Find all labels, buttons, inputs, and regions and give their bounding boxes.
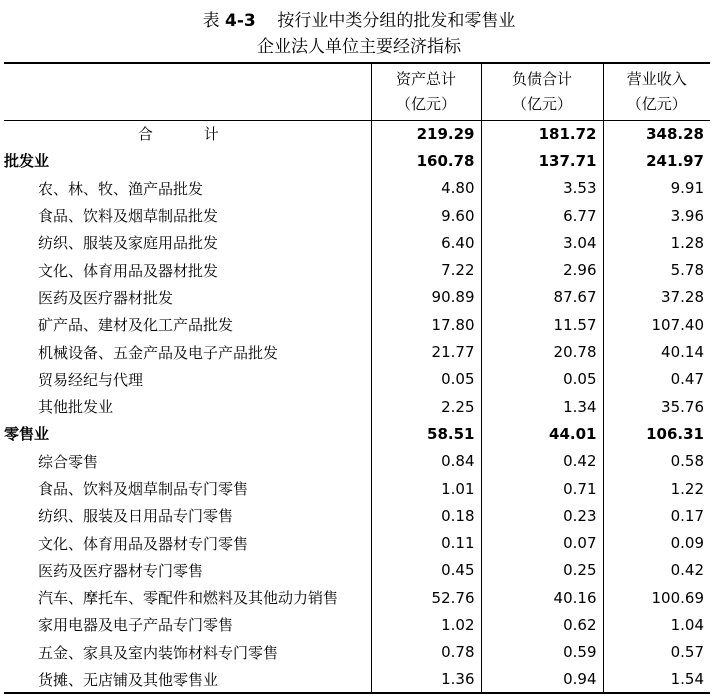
liabilities-value: 0.94: [481, 666, 603, 693]
table-row: [4, 393, 710, 420]
liabilities-value: 3.53: [481, 175, 603, 202]
header-assets-name: 资产总计: [395, 69, 456, 88]
row-label: 医药及医疗器材专门零售: [38, 561, 204, 580]
row-label: 其他批发业: [38, 398, 114, 417]
liabilities-value: 44.01: [481, 420, 603, 447]
header-liabilities-unit: （亿元）: [511, 94, 572, 113]
liabilities-value: 3.04: [481, 229, 603, 256]
row-label: 农、林、牧、渔产品批发: [38, 179, 204, 198]
table-header-row: [4, 63, 710, 120]
table-row: [4, 420, 710, 447]
table-row: [4, 502, 710, 529]
header-assets-unit: （亿元）: [395, 94, 456, 113]
row-label: 货摊、无店铺及其他零售业: [4, 666, 371, 693]
table-row: [4, 120, 710, 147]
row-label: 家用电器及电子产品专门零售: [38, 616, 234, 635]
row-label: 五金、家具及室内装饰材料专门零售: [38, 643, 279, 662]
assets-value: 7.22: [371, 256, 481, 283]
revenue-value: 1.22: [603, 475, 710, 502]
assets-value: 0.45: [371, 557, 481, 584]
liabilities-value: 181.72: [481, 120, 603, 147]
liabilities-value: 0.42: [481, 448, 603, 475]
row-label: 医药及医疗器材批发: [38, 288, 174, 307]
revenue-value: 241.97: [603, 147, 710, 174]
row-label: 合 计: [137, 125, 237, 144]
table-row: [4, 338, 710, 365]
table-body: [4, 120, 710, 693]
assets-value: 2.25: [371, 393, 481, 420]
revenue-value: 5.78: [603, 256, 710, 283]
revenue-value: 348.28: [603, 120, 710, 147]
liabilities-value: 0.25: [481, 557, 603, 584]
assets-value: 0.11: [371, 529, 481, 556]
row-label: 矿产品、建材及化工产品批发: [38, 316, 234, 335]
assets-value: 9.60: [371, 202, 481, 229]
row-label: 纺织、服装及家庭用品批发: [38, 234, 219, 253]
header-revenue-name: 营业收入: [626, 69, 687, 88]
header-blank-cell: [4, 63, 371, 120]
revenue-value: 107.40: [603, 311, 710, 338]
table-title-main: 按行业中类分组的批发和零售业: [277, 11, 516, 31]
assets-value: 1.36: [371, 666, 481, 693]
revenue-value: 1.54: [603, 666, 710, 693]
revenue-value: 100.69: [603, 584, 710, 611]
table-row: [4, 229, 710, 256]
liabilities-value: 20.78: [481, 338, 603, 365]
liabilities-value: 137.71: [481, 147, 603, 174]
assets-value: 6.40: [371, 229, 481, 256]
statistics-table: [4, 62, 710, 694]
liabilities-value: 0.62: [481, 611, 603, 638]
table-row: [4, 666, 710, 693]
table-row: [4, 256, 710, 283]
table-title-line2: 企业法人单位主要经济指标: [257, 37, 461, 57]
liabilities-value: 0.07: [481, 529, 603, 556]
revenue-value: 0.09: [603, 529, 710, 556]
table-row: [4, 448, 710, 475]
revenue-value: 9.91: [603, 175, 710, 202]
header-revenue-unit: （亿元）: [626, 94, 687, 113]
row-label: 纺织、服装及日用品专门零售: [38, 507, 234, 526]
header-assets: [371, 63, 481, 120]
table-row: [4, 202, 710, 229]
assets-value: 1.02: [371, 611, 481, 638]
revenue-value: 0.42: [603, 557, 710, 584]
assets-value: 90.89: [371, 284, 481, 311]
table-title-prefix: 表: [202, 11, 220, 31]
revenue-value: 0.58: [603, 448, 710, 475]
row-label: 文化、体育用品及器材专门零售: [38, 534, 249, 553]
table-number: 4-3: [225, 11, 256, 31]
assets-value: 160.78: [371, 147, 481, 174]
table-row: [4, 175, 710, 202]
assets-value: 52.76: [371, 584, 481, 611]
table-row: [4, 366, 710, 393]
liabilities-value: 0.05: [481, 366, 603, 393]
assets-value: 219.29: [371, 120, 481, 147]
table-row: [4, 611, 710, 638]
assets-value: 21.77: [371, 338, 481, 365]
row-label: 文化、体育用品及器材批发: [38, 261, 219, 280]
header-liabilities-name: 负债合计: [511, 69, 572, 88]
table-row: [4, 557, 710, 584]
row-label: 食品、饮料及烟草制品专门零售: [38, 480, 249, 498]
table-title-line1: [0, 10, 718, 32]
row-label: 机械设备、五金产品及电子产品批发: [38, 343, 279, 362]
revenue-value: 0.47: [603, 366, 710, 393]
revenue-value: 0.57: [603, 639, 710, 666]
liabilities-value: 2.96: [481, 256, 603, 283]
table-row: [4, 529, 710, 556]
assets-value: 58.51: [371, 420, 481, 447]
row-label: 批发业: [4, 152, 50, 171]
revenue-value: 106.31: [603, 420, 710, 447]
liabilities-value: 0.71: [481, 475, 603, 502]
liabilities-value: 1.34: [481, 393, 603, 420]
row-label: 汽车、摩托车、零配件和燃料及其他动力销售: [38, 589, 339, 608]
row-label: 贸易经纪与代理: [38, 370, 144, 389]
liabilities-value: 11.57: [481, 311, 603, 338]
assets-value: 4.80: [371, 175, 481, 202]
revenue-value: 1.28: [603, 229, 710, 256]
liabilities-value: 0.59: [481, 639, 603, 666]
table-row: [4, 147, 710, 174]
assets-value: 17.80: [371, 311, 481, 338]
liabilities-value: 40.16: [481, 584, 603, 611]
table-row: [4, 475, 710, 502]
assets-value: 1.01: [371, 475, 481, 502]
table-row: [4, 639, 710, 666]
revenue-value: 37.28: [603, 284, 710, 311]
liabilities-value: 0.23: [481, 502, 603, 529]
header-liabilities: [481, 63, 603, 120]
table-row: [4, 584, 710, 611]
row-label: 综合零售: [38, 452, 99, 471]
assets-value: 0.84: [371, 448, 481, 475]
liabilities-value: 6.77: [481, 202, 603, 229]
table-row: [4, 311, 710, 338]
revenue-value: 40.14: [603, 338, 710, 365]
assets-value: 0.05: [371, 366, 481, 393]
revenue-value: 35.76: [603, 393, 710, 420]
revenue-value: 1.04: [603, 611, 710, 638]
assets-value: 0.78: [371, 639, 481, 666]
table-row: [4, 284, 710, 311]
liabilities-value: 87.67: [481, 284, 603, 311]
row-label: 食品、饮料及烟草制品批发: [38, 207, 219, 226]
revenue-value: 3.96: [603, 202, 710, 229]
row-label: 零售业: [4, 425, 50, 444]
revenue-value: 0.17: [603, 502, 710, 529]
assets-value: 0.18: [371, 502, 481, 529]
header-revenue: [603, 63, 710, 120]
